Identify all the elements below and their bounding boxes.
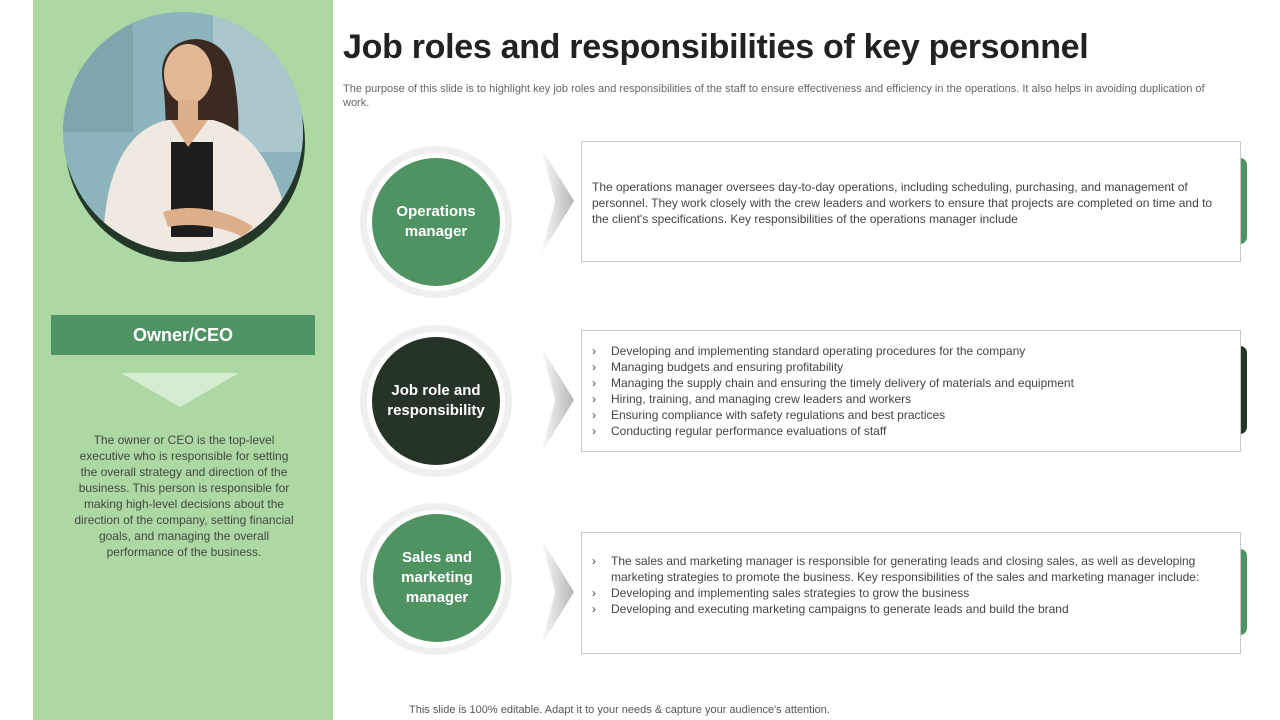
list-item: › Developing and executing marketing campaigns to generate leads and build the brand (592, 602, 1069, 616)
chevron-right-icon (540, 537, 574, 647)
owner-photo (63, 12, 303, 252)
owner-ceo-label: Owner/CEO (51, 315, 315, 355)
footer-note: This slide is 100% editable. Adapt it to your needs & capture your audience's attention. (409, 704, 830, 716)
responsibility-list (592, 553, 1226, 617)
role-label: Operations manager (396, 203, 476, 240)
role-card-operations (581, 141, 1241, 262)
page-title: Job roles and responsibilities of key personnel (343, 28, 1089, 66)
role-circle-operations (372, 158, 500, 286)
chevron-right-icon (540, 345, 574, 455)
list-item: › Developing and implementing standard operating procedures for the company (592, 344, 1026, 358)
owner-description: The owner or CEO is the top-level executive who is responsible for setting the overall strategy and direction of the business. This person is responsible for making high-level decisions about the direction of the company, setting financial goals, and managing the overall performance of the business. (74, 433, 294, 559)
responsibility-list (592, 343, 1226, 439)
role-circle-job-role (372, 337, 500, 465)
list-item: › Developing and implementing sales strategies to grow the business (592, 586, 970, 600)
list-item: › The sales and marketing manager is responsible for generating leads and closing sales, as well as developing marketing strategies to promote the business. Key responsibilities of the sales and marketing manager include: (592, 554, 1200, 584)
list-item: › Conducting regular performance evaluations of staff (592, 424, 887, 438)
role-label: Sales and marketing manager (401, 549, 473, 606)
list-item: › Managing budgets and ensuring profitability (592, 360, 844, 374)
role-card-job-role (581, 330, 1241, 452)
page-subtitle: The purpose of this slide is to highlight key job roles and responsibilities of the staff to ensure effectiveness and efficiency in the operations. It also helps in avoiding duplication of work. (343, 83, 1205, 109)
list-item: › Hiring, training, and managing crew leaders and workers (592, 392, 912, 406)
role-label: Job role and responsibility (387, 382, 485, 419)
chevron-right-icon (540, 146, 574, 256)
list-item: › Managing the supply chain and ensuring the timely delivery of materials and equipment (592, 376, 1074, 390)
list-item: › Ensuring compliance with safety regulations and best practices (592, 408, 946, 422)
role-circle-sales (373, 514, 501, 642)
role-text: The operations manager oversees day-to-day operations, including scheduling, purchasing, and management of personnel. They work closely with the crew leaders and workers to ensure that projects are completed on time and to the client's specifications. Key responsibilities of the operations manager include (592, 180, 1213, 226)
down-arrow-icon (121, 373, 239, 407)
role-card-sales (581, 532, 1241, 654)
person-photo-icon (63, 12, 303, 252)
